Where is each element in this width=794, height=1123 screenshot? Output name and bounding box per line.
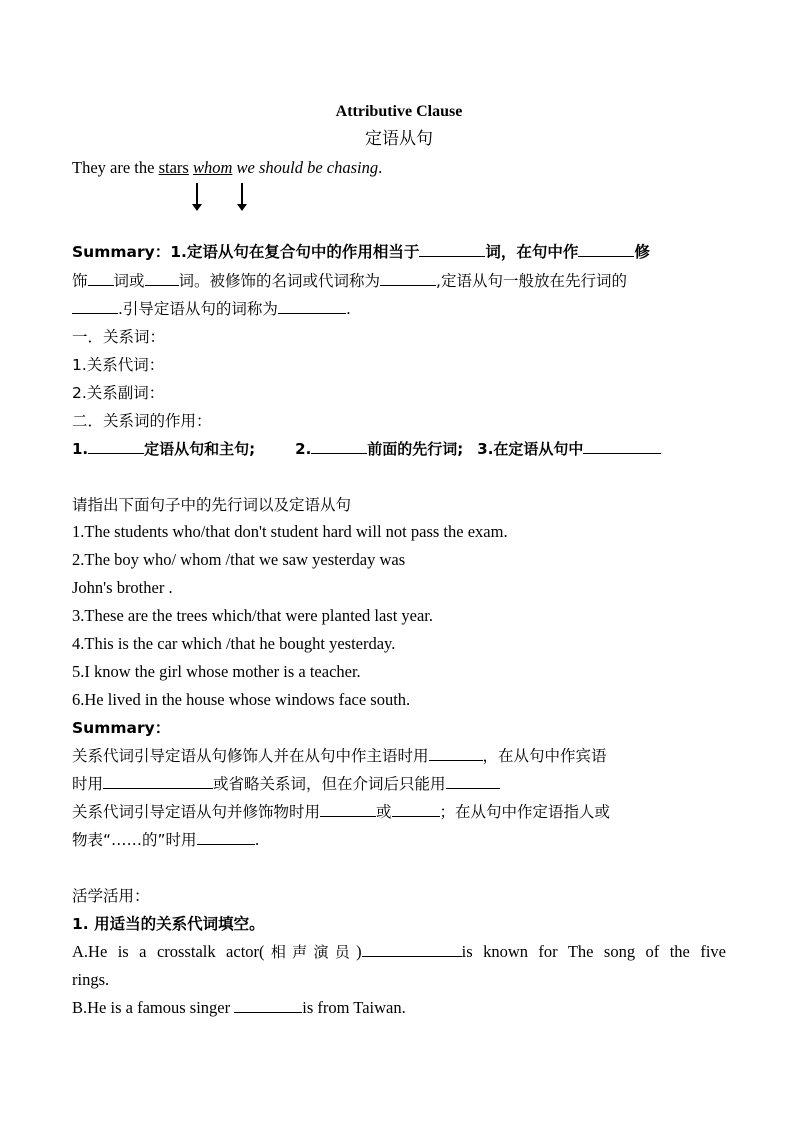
summary-text: 1.定语从句在复合句中的作用相当于 [170, 243, 420, 261]
practice-text: 相声演员 [264, 943, 357, 961]
summary-2-line-1 [72, 745, 607, 767]
summary-text: 物表“……的”时用 [72, 831, 197, 849]
summary-text: ,定语从句一般放在先行词的 [436, 272, 627, 290]
role-text: 定语从句和主句; [144, 440, 256, 458]
practice-question-1: 1. 用适当的关系代词填空。 [72, 915, 265, 933]
example-sentence-4: 4.This is the car which /that he bought yesterday. [72, 634, 396, 653]
example-end: . [378, 158, 383, 177]
role-number: 2. [295, 440, 312, 458]
summary-text: 或省略关系词，但在介词后只能用 [213, 775, 446, 793]
summary-text: 时用 [72, 775, 104, 793]
summary-text: 关系代词引导定语从句修饰人并在从句中作主语时用 [72, 747, 429, 765]
summary-2-label: Summary： [72, 719, 171, 737]
document-title: Attributive Clause [335, 103, 463, 120]
document-subtitle: 定语从句 [365, 129, 433, 149]
example-clause: we should be chasing [232, 158, 379, 177]
summary-text: 或 [376, 803, 392, 821]
arrow-down-icon [241, 183, 243, 205]
example-pre: They are the [72, 158, 159, 177]
summary-text: 关系代词引导定语从句并修饰物时用 [72, 803, 321, 821]
summary-text: ，在从句中作宾语 [482, 747, 607, 765]
summary-text: . [345, 300, 351, 318]
summary-label: Summary： [72, 243, 171, 261]
arrow-down-icon [196, 183, 198, 205]
summary-text: 词或 [113, 272, 145, 290]
summary-line-2 [72, 270, 627, 292]
role-number: 1. [72, 440, 89, 458]
example-sentence [72, 157, 382, 179]
example-sentence-6: 6.He lived in the house whose windows face south. [72, 690, 411, 709]
example-sentence-2-cont: John's brother . [72, 578, 173, 597]
summary-text: 词，在句中作 [485, 243, 579, 261]
instruction-text: 请指出下面句子中的先行词以及定语从句 [72, 496, 352, 514]
summary-text: 饰 [72, 272, 88, 290]
practice-item-b [72, 997, 406, 1019]
practice-text: ) [356, 942, 362, 961]
example-sentence-3: 3.These are the trees which/that were planted last year. [72, 606, 434, 625]
section-heading-2: 二．关系词的作用： [72, 412, 212, 430]
roles-line [72, 438, 661, 460]
practice-item-a [72, 941, 726, 963]
summary-line-3 [72, 298, 351, 320]
practice-text: is known for The song of the five [461, 942, 726, 961]
section-item-relative-adverb: 2.关系副词： [72, 384, 165, 402]
summary-line-1 [72, 241, 650, 263]
role-text: 前面的先行词; [367, 440, 464, 458]
example-antecedent: stars [158, 158, 189, 177]
summary-text: 修 [634, 243, 650, 261]
example-sentence-2: 2.The boy who/ whom /that we saw yesterday was [72, 550, 406, 569]
summary-text: 词。被修饰的名词或代词称为 [178, 272, 381, 290]
summary-2-line-3 [72, 801, 610, 823]
example-sentence-5: 5.I know the girl whose mother is a teacher. [72, 662, 361, 681]
practice-heading: 活学活用： [72, 887, 150, 905]
example-relative-word: whom [192, 158, 233, 177]
practice-text: A.He is a crosstalk actor( [72, 942, 265, 961]
summary-2-line-2 [72, 773, 500, 795]
practice-item-a-cont: rings. [72, 970, 110, 989]
example-sentence-1: 1.The students who/that don't student hard will not pass the exam. [72, 522, 508, 541]
summary-2-line-4 [72, 829, 260, 851]
summary-text: .引导定语从句的词称为 [118, 300, 278, 318]
section-item-relative-pronoun: 1.关系代词： [72, 356, 165, 374]
practice-text: is from Taiwan. [302, 998, 406, 1017]
summary-text: ；在从句中作定语指人或 [439, 803, 611, 821]
summary-text: . [254, 831, 260, 849]
role-text: 3.在定语从句中 [477, 440, 584, 458]
practice-text: B.He is a famous singer [72, 998, 235, 1017]
section-heading-1: 一．关系词： [72, 328, 166, 346]
